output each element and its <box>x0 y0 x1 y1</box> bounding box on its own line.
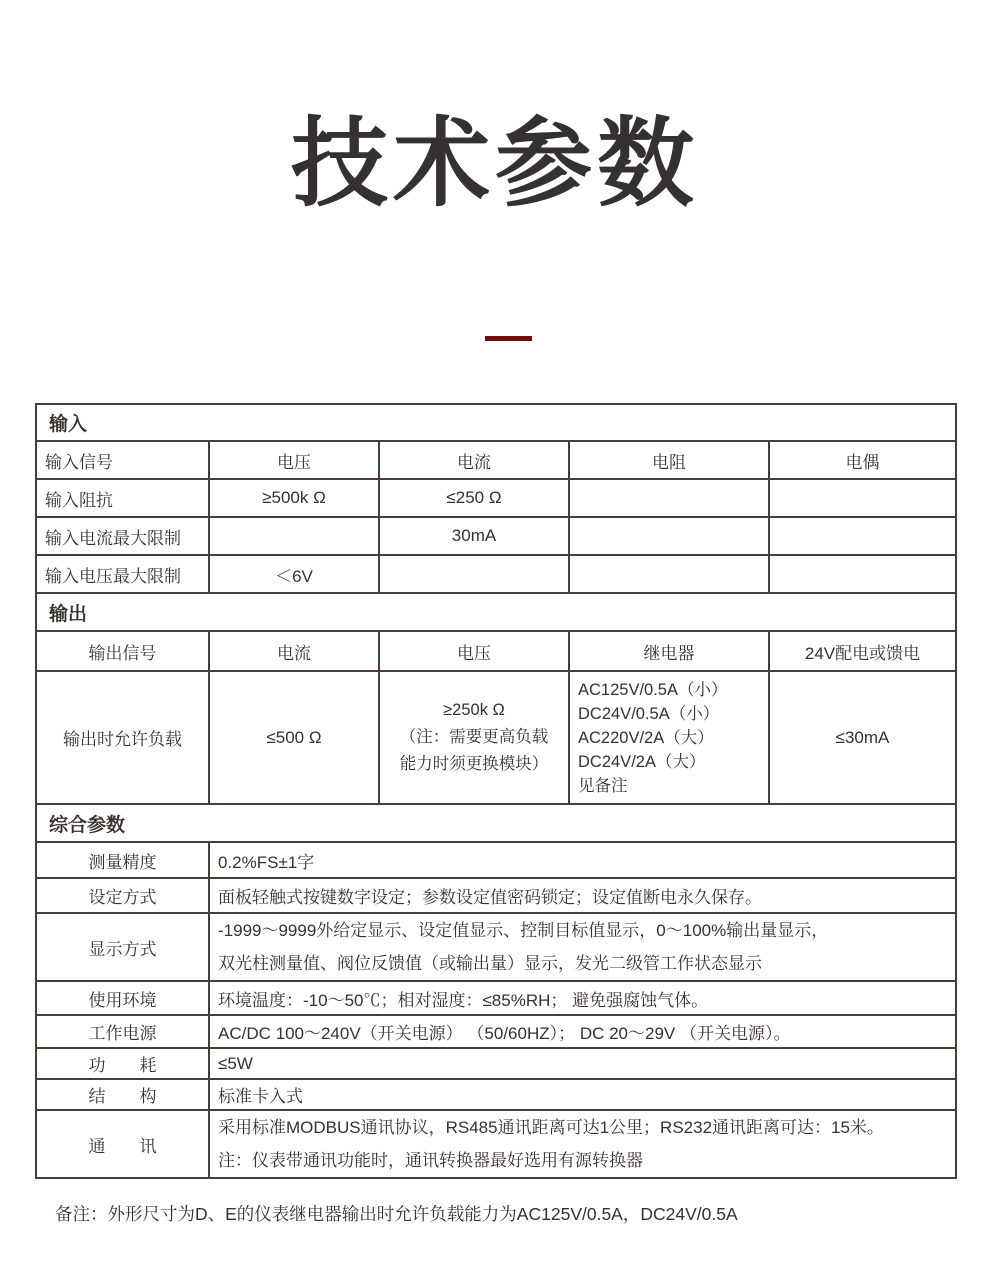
input-impedance-row <box>36 479 956 517</box>
general-section-title: 综合参数 <box>36 804 956 842</box>
spec-cell: ≤250 Ω <box>379 479 569 517</box>
spec-cell: 电阻 <box>569 441 769 479</box>
relay-line: DC24V/2A（大） <box>578 752 706 771</box>
general-section-header-row <box>36 804 956 842</box>
input-current-limit-row <box>36 517 956 555</box>
spec-cell <box>569 517 769 555</box>
communication-row <box>36 1110 956 1178</box>
output-load-relay-cell <box>569 671 769 804</box>
power-label: 工作电源 <box>36 1015 209 1048</box>
title-divider <box>485 336 532 341</box>
display-row <box>36 913 956 981</box>
spec-cell <box>569 555 769 593</box>
relay-line: AC125V/0.5A（小） <box>578 680 728 699</box>
spec-cell: 电压 <box>379 631 569 671</box>
spec-cell: ≤30mA <box>769 671 956 804</box>
input-signal-label: 输入信号 <box>36 441 209 479</box>
output-load-label: 输出时允许负载 <box>36 671 209 804</box>
spec-cell: 环境温度：-10～50℃；相对湿度：≤85%RH； 避免强腐蚀气体。 <box>209 981 956 1015</box>
spec-cell: AC/DC 100～240V（开关电源） （50/60HZ）； DC 20～29V （开关电源）。 <box>209 1015 956 1048</box>
input-impedance-label: 输入阻抗 <box>36 479 209 517</box>
relay-line: AC220V/2A（大） <box>578 728 714 747</box>
output-signal-row <box>36 631 956 671</box>
communication-line: 注：仪表带通讯功能时，通讯转换器最好选用有源转换器 <box>218 1151 643 1170</box>
spec-cell: ＜6V <box>209 555 379 593</box>
display-line: -1999～9999外给定显示、设定值显示、控制目标值显示，0～100%输出量显示， <box>218 921 829 940</box>
spec-cell: 电流 <box>379 441 569 479</box>
relay-line: 见备注 <box>578 776 628 795</box>
spec-cell <box>769 517 956 555</box>
display-label: 显示方式 <box>36 913 209 981</box>
consumption-label: 功 耗 <box>36 1048 209 1079</box>
output-section-title: 输出 <box>36 593 956 631</box>
spec-cell: 电偶 <box>769 441 956 479</box>
spec-cell <box>209 1110 956 1178</box>
voltage-line: （注：需要更高负载 <box>399 728 549 746</box>
spec-cell: ≤500 Ω <box>209 671 379 804</box>
power-row <box>36 1015 956 1048</box>
structure-row <box>36 1079 956 1110</box>
output-load-row <box>36 671 956 804</box>
spec-cell <box>209 913 956 981</box>
communication-line: 采用标准MODBUS通讯协议，RS485通讯距离可达1公里；RS232通讯距离可达：15米。 <box>218 1118 884 1137</box>
spec-cell <box>769 555 956 593</box>
spec-cell: ≥500k Ω <box>209 479 379 517</box>
spec-cell <box>769 479 956 517</box>
spec-cell: 30mA <box>379 517 569 555</box>
spec-cell: 继电器 <box>569 631 769 671</box>
spec-table <box>35 403 957 1179</box>
spec-cell: 0.2%FS±1字 <box>209 842 956 878</box>
spec-cell: 24V配电或馈电 <box>769 631 956 671</box>
display-line: 双光柱测量值、阀位反馈值（或输出量）显示，发光二级管工作状态显示 <box>218 954 762 973</box>
spec-cell: 电压 <box>209 441 379 479</box>
accuracy-label: 测量精度 <box>36 842 209 878</box>
input-voltage-limit-label: 输入电压最大限制 <box>36 555 209 593</box>
relay-line: DC24V/0.5A（小） <box>578 704 720 723</box>
structure-label: 结 构 <box>36 1079 209 1110</box>
accuracy-row <box>36 842 956 878</box>
spec-cell: ≤5W <box>209 1048 956 1079</box>
footer-note: 备注：外形尺寸为D、E的仪表继电器输出时允许负载能力为AC125V/0.5A，DC24V/0.5A <box>55 1204 738 1224</box>
environment-label: 使用环境 <box>36 981 209 1015</box>
spec-cell <box>379 555 569 593</box>
voltage-line: ≥250k Ω <box>443 701 505 719</box>
output-load-voltage-cell <box>379 671 569 804</box>
spec-cell <box>569 479 769 517</box>
input-current-limit-label: 输入电流最大限制 <box>36 517 209 555</box>
setting-row <box>36 878 956 913</box>
voltage-line: 能力时须更换模块） <box>399 755 549 773</box>
input-section-header-row <box>36 404 956 441</box>
communication-label: 通 讯 <box>36 1110 209 1178</box>
output-section-header-row <box>36 593 956 631</box>
output-signal-label: 输出信号 <box>36 631 209 671</box>
page-title: 技术参数 <box>291 109 699 218</box>
input-voltage-limit-row <box>36 555 956 593</box>
spec-cell: 标准卡入式 <box>209 1079 956 1110</box>
environment-row <box>36 981 956 1015</box>
input-signal-row <box>36 441 956 479</box>
spec-cell: 电流 <box>209 631 379 671</box>
spec-cell: 面板轻触式按键数字设定；参数设定值密码锁定；设定值断电永久保存。 <box>209 878 956 913</box>
spec-cell <box>209 517 379 555</box>
input-section-title: 输入 <box>36 404 956 441</box>
consumption-row <box>36 1048 956 1079</box>
setting-label: 设定方式 <box>36 878 209 913</box>
